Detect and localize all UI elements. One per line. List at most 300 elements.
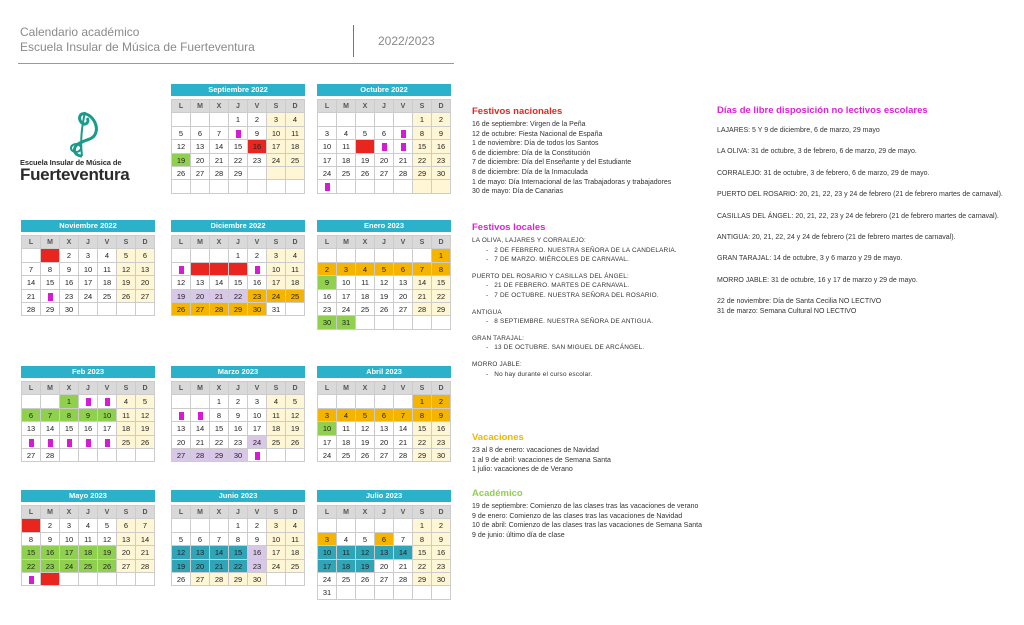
day-cell: 3 <box>318 127 337 140</box>
day-cell <box>191 113 210 126</box>
day-cell: 22 <box>413 560 432 573</box>
weekday-header: V <box>248 100 267 113</box>
day-cell <box>136 303 155 316</box>
day-cell: 16 <box>432 140 451 153</box>
day-cell <box>375 395 394 408</box>
day-cell: 21 <box>191 436 210 449</box>
day-cell: 13 <box>136 263 155 276</box>
day-cell <box>22 436 41 449</box>
weekday-header: X <box>356 236 375 249</box>
day-cell: 2 <box>318 263 337 276</box>
day-cell: 23 <box>432 560 451 573</box>
day-cell <box>375 519 394 532</box>
day-cell: 16 <box>248 546 267 559</box>
day-cell: 11 <box>79 533 98 546</box>
weekday-header: V <box>248 506 267 519</box>
weekday-header: D <box>136 236 155 249</box>
day-cell: 23 <box>248 154 267 167</box>
day-cell: 1 <box>413 395 432 408</box>
non-lecture-note: 22 de noviembre: Día de Santa Cecilia NO LECTIVO <box>717 298 882 306</box>
weekday-header: S <box>413 506 432 519</box>
day-cell: 24 <box>248 436 267 449</box>
day-cell: 28 <box>191 449 210 462</box>
day-cell: 24 <box>318 449 337 462</box>
day-cell: 9 <box>248 127 267 140</box>
academic-item: 9 de enero: Comienzo de las clases tras las vacaciones de Navidad <box>472 512 683 520</box>
day-cell <box>229 127 248 140</box>
locality-name: MORRO JABLE: <box>472 360 522 368</box>
month-grid <box>21 235 155 316</box>
day-cell: 3 <box>318 533 337 546</box>
month-title: Octubre 2022 <box>317 84 451 96</box>
day-cell <box>394 249 413 262</box>
vacation-item: 1 julio: vacaciones de de Verano <box>472 466 573 474</box>
weekday-header: L <box>172 506 191 519</box>
day-cell: 1 <box>60 395 79 408</box>
day-cell: 3 <box>79 249 98 262</box>
day-cell: 19 <box>286 422 305 435</box>
day-cell <box>394 586 413 599</box>
day-cell: 8 <box>60 409 79 422</box>
section-title: Vacaciones <box>472 432 524 443</box>
day-cell: 9 <box>41 533 60 546</box>
weekday-header: S <box>413 100 432 113</box>
day-cell: 12 <box>356 422 375 435</box>
day-cell: 12 <box>172 276 191 289</box>
free-day-item: PUERTO DEL ROSARIO: 20, 21, 22, 23 y 24 de febrero (21 de febrero martes de carnaval). <box>717 191 1003 199</box>
day-cell: 30 <box>432 573 451 586</box>
day-cell <box>41 436 60 449</box>
day-cell: 6 <box>191 533 210 546</box>
day-cell: 3 <box>248 395 267 408</box>
day-cell: 13 <box>375 422 394 435</box>
academic-item: 19 de septiembre: Comienzo de las clases tras las vacaciones de verano <box>472 503 699 510</box>
weekday-header: D <box>136 506 155 519</box>
day-cell: 10 <box>98 409 117 422</box>
day-cell <box>172 519 191 532</box>
month-title: Abril 2023 <box>317 366 451 378</box>
day-cell: 17 <box>318 436 337 449</box>
weekday-header: M <box>337 100 356 113</box>
day-cell <box>394 395 413 408</box>
day-cell: 20 <box>136 276 155 289</box>
day-cell: 5 <box>375 263 394 276</box>
day-cell: 4 <box>267 395 286 408</box>
weekday-header: V <box>98 506 117 519</box>
day-cell <box>394 180 413 193</box>
day-cell: 23 <box>41 560 60 573</box>
day-cell: 13 <box>22 422 41 435</box>
weekday-header: X <box>210 236 229 249</box>
month-calendar <box>317 490 451 600</box>
weekday-header: M <box>41 236 60 249</box>
day-cell: 24 <box>318 167 337 180</box>
day-cell <box>356 316 375 329</box>
holiday-item: 16 de septiembre: Virgen de la Peña <box>472 121 586 128</box>
day-cell: 12 <box>136 409 155 422</box>
month-title: Julio 2023 <box>317 490 451 502</box>
day-cell <box>248 167 267 180</box>
day-cell: 28 <box>394 573 413 586</box>
day-cell: 8 <box>432 263 451 276</box>
dias-libre-disposicion <box>717 105 1003 316</box>
weekday-header: D <box>432 506 451 519</box>
day-cell: 4 <box>79 519 98 532</box>
day-cell: 19 <box>356 436 375 449</box>
locality-holiday: - 7 DE OCTUBRE. NUESTRA SEÑORA DEL ROSARIO. <box>486 291 659 299</box>
day-cell: 5 <box>117 249 136 262</box>
day-cell: 18 <box>117 422 136 435</box>
day-cell: 19 <box>356 154 375 167</box>
day-cell: 9 <box>79 409 98 422</box>
day-cell: 29 <box>210 449 229 462</box>
day-cell <box>286 303 305 316</box>
day-cell <box>60 436 79 449</box>
day-cell: 29 <box>229 303 248 316</box>
weekday-header: L <box>172 382 191 395</box>
day-cell: 12 <box>117 263 136 276</box>
day-cell: 10 <box>79 263 98 276</box>
day-cell: 19 <box>356 560 375 573</box>
day-cell <box>432 180 451 193</box>
header-underline <box>18 63 454 64</box>
day-cell: 25 <box>337 167 356 180</box>
day-cell: 25 <box>267 436 286 449</box>
holiday-item: 12 de octubre: Fiesta Nacional de España <box>472 130 603 138</box>
day-cell: 9 <box>318 276 337 289</box>
day-cell: 11 <box>337 422 356 435</box>
day-cell: 2 <box>432 395 451 408</box>
day-cell: 26 <box>98 560 117 573</box>
day-cell: 17 <box>60 546 79 559</box>
day-cell <box>318 249 337 262</box>
day-cell: 23 <box>432 436 451 449</box>
day-cell: 26 <box>356 573 375 586</box>
day-cell: 26 <box>375 303 394 316</box>
day-cell: 1 <box>432 249 451 262</box>
day-cell: 9 <box>432 127 451 140</box>
holiday-item: 30 de mayo: Día de Canarias <box>472 188 564 196</box>
day-cell: 2 <box>248 249 267 262</box>
day-cell: 11 <box>286 533 305 546</box>
day-cell: 23 <box>432 154 451 167</box>
spacer <box>472 301 677 308</box>
day-cell: 20 <box>394 290 413 303</box>
weekday-header: J <box>79 236 98 249</box>
day-cell: 11 <box>117 409 136 422</box>
day-cell: 18 <box>337 560 356 573</box>
day-cell: 5 <box>136 395 155 408</box>
day-cell: 7 <box>210 533 229 546</box>
day-cell <box>356 519 375 532</box>
weekday-header: S <box>413 236 432 249</box>
day-cell <box>375 316 394 329</box>
day-cell <box>22 573 41 586</box>
day-cell <box>356 586 375 599</box>
day-cell: 5 <box>356 127 375 140</box>
month-grid <box>171 235 305 316</box>
day-cell: 25 <box>337 449 356 462</box>
day-cell: 28 <box>136 560 155 573</box>
locality-holiday: - 21 DE FEBRERO. MARTES DE CARNAVAL. <box>486 282 630 290</box>
day-cell: 14 <box>22 276 41 289</box>
day-cell: 17 <box>248 422 267 435</box>
day-cell: 25 <box>98 290 117 303</box>
month-grid <box>317 381 451 462</box>
day-cell: 11 <box>286 127 305 140</box>
day-cell: 27 <box>375 573 394 586</box>
day-cell: 31 <box>337 316 356 329</box>
day-cell: 16 <box>248 276 267 289</box>
day-cell: 18 <box>337 154 356 167</box>
weekday-header: S <box>117 382 136 395</box>
day-cell: 15 <box>60 422 79 435</box>
weekday-header: X <box>210 100 229 113</box>
free-day-item: LA OLIVA: 31 de octubre, 3 de febrero, 6 de marzo, 29 de mayo. <box>717 148 917 156</box>
vacaciones-section <box>472 432 611 475</box>
day-cell <box>98 449 117 462</box>
day-cell <box>394 140 413 153</box>
day-cell: 17 <box>98 422 117 435</box>
spacer <box>472 327 677 334</box>
day-cell: 7 <box>22 263 41 276</box>
day-cell <box>172 395 191 408</box>
weekday-header: V <box>98 236 117 249</box>
day-cell: 1 <box>229 113 248 126</box>
day-cell: 17 <box>267 546 286 559</box>
day-cell: 18 <box>267 422 286 435</box>
weekday-header: V <box>394 100 413 113</box>
day-cell: 18 <box>356 290 375 303</box>
weekday-header: S <box>117 506 136 519</box>
weekday-header: L <box>318 506 337 519</box>
day-cell <box>191 519 210 532</box>
weekday-header: S <box>267 100 286 113</box>
day-cell: 10 <box>248 409 267 422</box>
free-day-item: LAJARES: 5 Y 9 de diciembre, 6 de marzo, 29 mayo <box>717 127 880 134</box>
day-cell: 16 <box>432 422 451 435</box>
day-cell: 26 <box>172 303 191 316</box>
day-cell: 2 <box>60 249 79 262</box>
day-cell: 6 <box>394 263 413 276</box>
weekday-header: L <box>172 236 191 249</box>
day-cell <box>191 180 210 193</box>
day-cell <box>172 113 191 126</box>
day-cell: 17 <box>318 560 337 573</box>
weekday-header: X <box>356 100 375 113</box>
day-cell: 29 <box>229 573 248 586</box>
day-cell: 12 <box>286 409 305 422</box>
day-cell: 6 <box>375 409 394 422</box>
day-cell: 14 <box>210 140 229 153</box>
month-calendar <box>317 84 451 194</box>
day-cell <box>60 573 79 586</box>
month-grid <box>21 381 155 462</box>
day-cell: 26 <box>172 167 191 180</box>
day-cell: 20 <box>117 546 136 559</box>
holiday-item: 7 de diciembre: Día del Enseñante y del Estudiante <box>472 159 632 167</box>
weekday-header: J <box>229 506 248 519</box>
day-cell <box>191 409 210 422</box>
day-cell: 11 <box>337 140 356 153</box>
day-cell: 23 <box>60 290 79 303</box>
day-cell: 2 <box>248 519 267 532</box>
day-cell <box>229 263 248 276</box>
day-cell <box>286 449 305 462</box>
day-cell: 2 <box>432 519 451 532</box>
weekday-header: V <box>394 506 413 519</box>
day-cell: 4 <box>337 409 356 422</box>
month-grid <box>317 505 451 600</box>
day-cell: 18 <box>79 546 98 559</box>
locality-name: LA OLIVA, LAJARES Y CORRALEJO: <box>472 237 586 244</box>
day-cell: 16 <box>41 546 60 559</box>
day-cell <box>318 180 337 193</box>
festivos-locales <box>472 222 677 386</box>
locality-holiday-list <box>486 370 677 380</box>
locality-holiday: - No hay durante el curso escolar. <box>486 370 593 378</box>
day-cell: 11 <box>286 263 305 276</box>
weekday-header: M <box>191 100 210 113</box>
day-cell <box>79 436 98 449</box>
day-cell: 1 <box>229 519 248 532</box>
festivos-nacionales <box>472 106 671 197</box>
day-cell: 4 <box>337 533 356 546</box>
school-logo <box>20 110 150 185</box>
month-calendar <box>171 366 305 462</box>
free-day-item: ANTIGUA: 20, 21, 22, 24 y 24 de febrero (21 de febrero martes de carnaval). <box>717 233 956 241</box>
weekday-header: D <box>432 236 451 249</box>
day-cell: 18 <box>286 546 305 559</box>
day-cell: 18 <box>286 140 305 153</box>
day-cell <box>413 180 432 193</box>
day-cell: 11 <box>267 409 286 422</box>
weekday-header: M <box>337 506 356 519</box>
month-calendar <box>21 366 155 462</box>
day-cell: 4 <box>337 127 356 140</box>
day-cell: 14 <box>41 422 60 435</box>
day-cell <box>286 573 305 586</box>
weekday-header: L <box>22 382 41 395</box>
section-title: Académico <box>472 488 523 499</box>
day-cell <box>41 395 60 408</box>
day-cell: 9 <box>60 263 79 276</box>
day-cell: 20 <box>375 154 394 167</box>
day-cell: 10 <box>60 533 79 546</box>
day-cell <box>375 180 394 193</box>
weekday-header: M <box>191 506 210 519</box>
month-grid <box>171 505 305 586</box>
day-cell: 13 <box>394 276 413 289</box>
day-cell: 4 <box>286 113 305 126</box>
day-cell <box>318 395 337 408</box>
month-title: Noviembre 2022 <box>21 220 155 232</box>
month-grid <box>21 505 155 586</box>
weekday-header: M <box>41 506 60 519</box>
locality-holiday-list <box>486 246 677 265</box>
free-day-item: CORRALEJO: 31 de octubre, 3 de febrero, 6 de marzo, 29 de mayo. <box>717 169 930 177</box>
day-cell: 27 <box>117 560 136 573</box>
day-cell: 18 <box>98 276 117 289</box>
day-cell <box>394 127 413 140</box>
day-cell: 13 <box>191 546 210 559</box>
day-cell: 3 <box>267 249 286 262</box>
day-cell <box>413 249 432 262</box>
day-cell: 4 <box>286 519 305 532</box>
weekday-header: S <box>413 382 432 395</box>
day-cell <box>356 140 375 153</box>
day-cell <box>98 303 117 316</box>
day-cell <box>22 519 41 532</box>
free-day-item: GRAN TARAJAL: 14 de octubre, 3 y 6 marzo y 29 de mayo. <box>717 255 903 263</box>
day-cell: 14 <box>394 422 413 435</box>
day-cell: 12 <box>172 140 191 153</box>
day-cell: 29 <box>413 167 432 180</box>
day-cell <box>394 316 413 329</box>
day-cell: 22 <box>413 154 432 167</box>
day-cell: 13 <box>375 546 394 559</box>
free-day-item: CASILLAS DEL ÁNGEL: 20, 21, 22, 23 y 24 de febrero (21 de febrero martes de carnaval). <box>717 212 999 220</box>
locality-name: ANTIGUA <box>472 308 502 316</box>
day-cell: 13 <box>172 422 191 435</box>
weekday-header: D <box>286 506 305 519</box>
day-cell: 15 <box>432 276 451 289</box>
day-cell: 22 <box>229 154 248 167</box>
day-cell: 7 <box>394 533 413 546</box>
day-cell <box>337 395 356 408</box>
day-cell <box>191 395 210 408</box>
header-year: 2022/2023 <box>378 34 435 48</box>
weekday-header: X <box>356 382 375 395</box>
day-cell: 9 <box>432 409 451 422</box>
day-cell: 18 <box>286 276 305 289</box>
weekday-header: S <box>267 506 286 519</box>
day-cell <box>41 290 60 303</box>
vacation-item: 1 al 9 de abril: vacaciones de Semana Santa <box>472 456 611 464</box>
spacer <box>472 265 677 272</box>
day-cell: 2 <box>432 113 451 126</box>
treble-clef-icon <box>52 110 112 158</box>
section-title: Festivos nacionales <box>472 106 563 117</box>
day-cell <box>117 303 136 316</box>
day-cell: 25 <box>79 560 98 573</box>
day-cell: 16 <box>248 140 267 153</box>
day-cell: 25 <box>286 290 305 303</box>
locality-name: PUERTO DEL ROSARIO Y CASILLAS DEL ÁNGEL: <box>472 272 629 280</box>
day-cell: 8 <box>22 533 41 546</box>
weekday-header: X <box>210 506 229 519</box>
day-cell: 7 <box>210 127 229 140</box>
day-cell: 22 <box>210 436 229 449</box>
day-cell: 20 <box>375 560 394 573</box>
day-cell: 21 <box>210 154 229 167</box>
day-cell: 15 <box>413 546 432 559</box>
day-cell: 8 <box>413 409 432 422</box>
month-title: Diciembre 2022 <box>171 220 305 232</box>
day-cell: 20 <box>191 560 210 573</box>
day-cell: 22 <box>22 560 41 573</box>
day-cell: 13 <box>191 140 210 153</box>
month-grid <box>171 99 305 194</box>
month-calendar <box>317 220 451 330</box>
day-cell: 24 <box>267 290 286 303</box>
day-cell <box>432 316 451 329</box>
day-cell: 10 <box>337 276 356 289</box>
day-cell: 6 <box>375 533 394 546</box>
day-cell <box>337 113 356 126</box>
day-cell: 30 <box>248 573 267 586</box>
day-cell: 22 <box>432 290 451 303</box>
